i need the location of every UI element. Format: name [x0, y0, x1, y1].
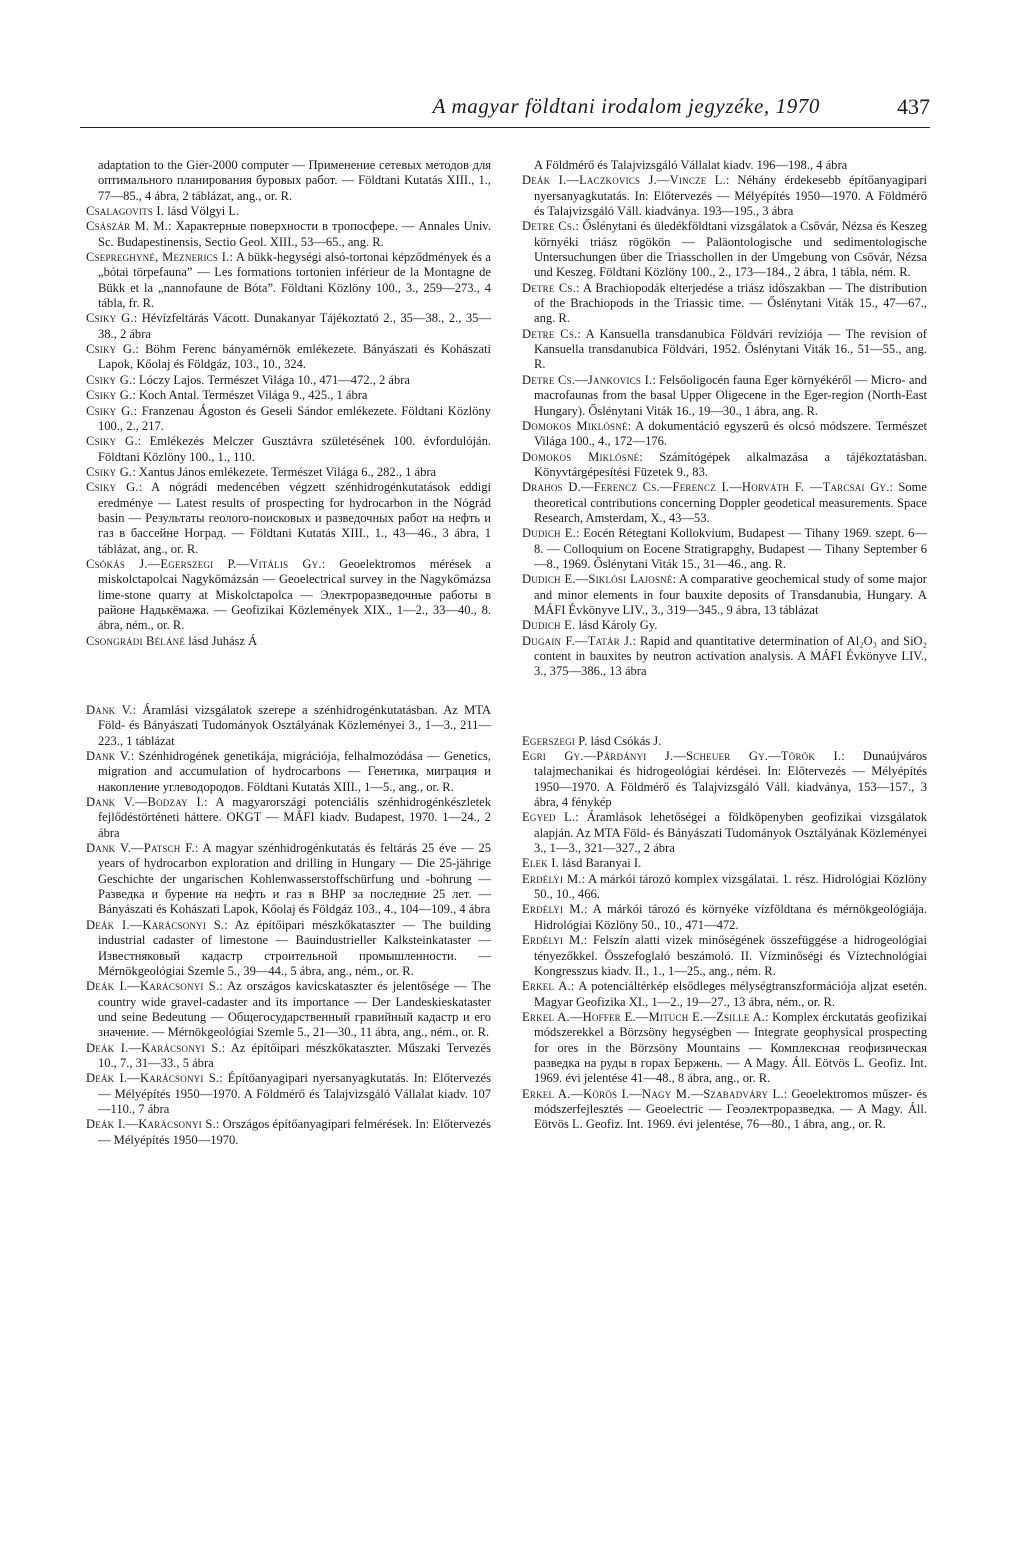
- bibliography-entry: [522, 734, 927, 749]
- bibliography-entry: [522, 158, 927, 173]
- entry-author: Deák I.—Karácsonyi S.: [86, 979, 220, 994]
- bibliography-entry: [522, 327, 927, 373]
- entry-author: Csiky G.: [86, 403, 134, 418]
- bibliography-entry: [86, 979, 491, 1040]
- bibliography-entry: [86, 342, 491, 373]
- entry-author: Erkel A.—Körös I.—Nagy M.—Szabadváry L.: [522, 1086, 784, 1101]
- entry-text: : A bükk-hegységi alsó-tortonai képződmények és a „bótai törpefauna” — Les formations tortonien inférieur de la Montagne de Bükk et la „nannofaune de Bóta”. Földtani Közlöny 100., 3., 259—273., 4 tábla, fr. R.: [98, 250, 491, 311]
- bibliography-entry: [522, 526, 927, 572]
- bibliography-entry: [522, 1010, 927, 1087]
- entry-author: Csiky G.: [86, 388, 133, 403]
- entry-text: : A nógrádi medencében végzett szénhidrogénkutatások eddigi eredménye — Latest results of prospecting for hydrocarbon in the Nógrád basin — Результаты геолого-поисковых и разведочных работ на нефть и газ в бассейне Ноград. — Földtani Kutatás XIII., 1., 43—46., 3 ábra, 1 táblázat, ang., or. R.: [98, 480, 491, 556]
- entry-text: adaptation to the Gier-2000 computer — Применение сетевых методов для оптимального планирования буровых работ. — Földtani Kutatás XIII., 1., 77—85., 4 ábra, 2 táblázat, ang., or. R.: [98, 158, 491, 203]
- page-number: 437: [897, 94, 930, 119]
- running-title: A magyar földtani irodalom jegyzéke, 1970: [432, 94, 820, 118]
- bibliography-entry: [86, 1041, 491, 1072]
- entry-author: Erdélyi M.: [522, 933, 584, 948]
- entry-author: Detre Cs.: [522, 280, 576, 295]
- entry-text: : A márkói tározó és környéke vízföldtana és mérnökgeológiája. Hidrológiai Közlöny 50., 10., 471—472.: [534, 902, 928, 932]
- entry-text: : Hévízfeltárás Vácott. Dunakanyar Tájékoztató 2., 35—38., 2., 35—38., 2 ábra: [98, 311, 492, 341]
- entry-text: : Rapid and quantitative determination of Al₂O₃ and SiO₂ content in bauxites by neutron activation analysis. A MÁFI Évkönyve LIV., 3., 375—386., 13 ábra: [534, 633, 927, 679]
- entry-author: Csiky G.: [86, 480, 139, 495]
- left-column: [86, 158, 491, 1148]
- bibliography-entry: [522, 173, 927, 219]
- entry-author: Csepreghyné, Meznerics I.: [86, 250, 230, 265]
- bibliography-entry: [522, 1087, 927, 1133]
- entry-author: Dudich E.—Siklósi Lajosné: [522, 572, 673, 587]
- bibliography-entry: [522, 979, 927, 1010]
- entry-author: Csalagovits I.: [86, 204, 165, 219]
- bibliography-entry: [522, 856, 927, 871]
- entry-text: : Lóczy Lajos. Természet Világa 10., 471—472., 2 ábra: [132, 372, 411, 387]
- entry-author: Csiky G.: [86, 311, 134, 326]
- bibliography-entry: [86, 404, 491, 435]
- entry-text: : Some theoretical contributions concerning Doppler geodetical measurements. Space Research, Amsterdam, X., 43—53.: [534, 480, 927, 525]
- entry-text: lásd Juhász Á: [185, 633, 258, 648]
- bibliography-entry: [86, 1117, 491, 1148]
- entry-author: Deák I.—Laczkovics J.—Vincze L.: [522, 173, 726, 188]
- entry-text: : Eocén Rétegtani Kollokvium, Budapest — Tihany 1969. szept. 6—8. — Colloquium on Eocene Stratigrapghy, Budapest — Tihany September 6—8., 1969. Őslénytani Viták 15., 31—46., ang. R.: [534, 526, 927, 571]
- entry-author: Dank V.—Bodzay I.: [86, 795, 205, 810]
- bibliography-entry: [86, 158, 491, 204]
- entry-author: Detre Cs.: [522, 219, 576, 234]
- entry-author: Erkel A.—Hoffer E.—Mituch E.—Zsille A.: [522, 1009, 766, 1024]
- entry-text: : Az országos kavicskataszter és jelentősége — The country wide gravel-cadaster and its importance — Der Landeskieskataster und seine Bedeutung — Общегосударственный гравийный кадастр и его значение. — Mérnökgeológiai Szemle 5., 21—30., 11 ábra, ang., ném., or. R.: [98, 979, 491, 1040]
- entry-text: : Számítógépek alkalmazása a tájékoztatásban. Könyvtárgépesítési Füzetek 9., 83.: [534, 449, 927, 479]
- entry-author: Csiky G.: [86, 372, 133, 387]
- bibliography-entry: [86, 250, 491, 311]
- bibliography-entry: [522, 634, 927, 680]
- entry-text: : Dunaújváros talajmechanikai és hidrogeológiai kérdései. In: Előtervezés — Mélyépítés 1950—1970. A Földmérő és Talajvizsgáló Váll. kiadványa, 153—157., 3 ábra, 4 fénykép: [534, 749, 927, 810]
- entry-author: Detre Cs.: [522, 326, 578, 341]
- entry-author: Detre Cs.—Jankovics I.: [522, 372, 653, 387]
- entry-text: : Felszín alatti vizek minőségének összefüggése a hidrogeológiai tényezőkkel. Összefoglaló beszámoló. II. Vízminőségi és Víztechnológiai Kongresszus kiadv. II., 1., 1—25., ang., ném. R.: [534, 933, 927, 978]
- bibliography-entry: [86, 634, 491, 649]
- bibliography-entry: [522, 281, 927, 327]
- bibliography-entry: [86, 841, 491, 918]
- bibliography-entry: [86, 703, 491, 749]
- bibliography-entry: [86, 918, 491, 979]
- bibliography-entry: [522, 572, 927, 618]
- entry-author: Domokos Miklósné: [522, 449, 640, 464]
- bibliography-entry: [86, 795, 491, 841]
- entry-author: Csiky G.: [86, 434, 138, 449]
- entry-author: Deák I.—Karácsonyi S.: [86, 1071, 220, 1086]
- entry-text: lásd Völgyi L.: [164, 204, 240, 219]
- entry-text: : A Brachiopodák elterjedése a triász időszakban — The distribution of the Brachiopods in the Triassic time. — Őslénytani Viták 15., 47—67., ang. R.: [534, 280, 927, 326]
- entry-author: Dank V.: [86, 749, 131, 764]
- entry-text: : Böhm Ferenc bányamérnök emlékezete. Bányászati és Kohászati Lapok, Kőolaj és Földgáz, 103., 10., 324.: [98, 342, 491, 372]
- bibliography-entry: [86, 373, 491, 388]
- entry-author: Dugain F.—Tatár J.: [522, 633, 633, 648]
- entry-author: Dank V.: [86, 703, 133, 717]
- entry-author: Erdélyi M.: [522, 871, 582, 886]
- entry-author: Deák I.—Karácsonyi S.: [86, 1040, 222, 1055]
- entry-author: Csiky G.: [86, 464, 133, 479]
- right-column: [522, 158, 927, 1133]
- entry-text: : Őslénytani és üledékföldtani vizsgálatok a Csővár, Nézsa és Keszeg környéki triász rögökön — Paläontologische und sedimentologische Untersuchungen über die Triasschollen in der Umgebung von Csővár, Nézsa und Keszeg. Földtani Közlöny 100., 2., 173—184., 2 ábra, 1 tábla, ném. R.: [534, 219, 927, 280]
- entry-text: : Szénhidrogének genetikája, migrációja, felhalmozódása — Genetics, migration and accumulation of hydrocarbons — Генетика, миграция и накопление углеводородов. Földtani Kutatás XIII., 1—5., ang., or. R.: [98, 749, 491, 794]
- entry-author: Császár M. M.: [86, 219, 169, 234]
- entry-text: : Franzenau Ágoston és Geseli Sándor emlékezete. Földtani Közlöny 100., 2., 217.: [98, 403, 491, 433]
- entry-author: Dudich E.: [522, 526, 576, 541]
- bibliography-entry: [522, 219, 927, 280]
- entry-text: : Xantus János emlékezete. Természet Világa 6., 282., 1 ábra: [132, 464, 437, 479]
- entry-text: : A magyar szénhidrogénkutatás és feltárás 25 éve — 25 years of hydrocarbon exploration and drilling in Hungary — Die 25-jährige Geschichte der ungarischen Kohlenwasserstoffschürfung und -bohrung — Разведка и бурение на нефть и газ в ВНР за последние 25 лет. — Bányászati és Kohászati Lapok, Kőolaj és Földgáz 103., 4., 104—109., 4 ábra: [98, 841, 491, 917]
- bibliography-entry: [86, 311, 491, 342]
- entry-text: : Felsőoligocén fauna Eger környékéről — Micro- and macrofaunas from the basal Upper Oligecene in the Eger-region (North-East Hungary). Őslénytani Viták 16., 19—30., 1 ábra, ang. R.: [534, 372, 927, 418]
- entry-author: Dudich E.: [522, 618, 576, 633]
- entry-author: Elek I.: [522, 856, 560, 871]
- bibliography-entry: [522, 419, 927, 450]
- entry-text: : Országos építőanyagipari felmérések. In: Előtervezés — Mélyépítés 1950—1970.: [98, 1117, 492, 1147]
- entry-text: : Geoelektromos műszer- és módszerfejlesztés — Geoelectric — Геоэлектроразведка. — A Magy. Áll. Eötvös L. Geofiz. Int. 1969. évi jelentése, 76—80., 1 ábra, ang., or. R.: [534, 1086, 927, 1132]
- entry-text: : A Kansuella transdanubica Földvári revíziója — The revision of Kansuella transdanubica Földvári, 1952. Őslénytani Viták 16., 51—55., ang. R.: [534, 326, 927, 372]
- bibliography-entry: [86, 388, 491, 403]
- bibliography-entry: [86, 557, 491, 634]
- entry-text: : Komplex érckutatás geofizikai módszerekkel a Börzsöny hegységben — Integrate geophysical prospecting for ores in the Börzsöny Mountains — Комплексная геофизическая разведка на руды в горах Бержень. — A Magy. Áll. Eötvös L. Geofiz. Int. 1969. évi jelentése 41—48., 8 ábra, ang., or. R.: [534, 1009, 927, 1086]
- entry-text: : Néhány érdekesebb építőanyagipari nyersanyagkutatás. In: Előtervezés — Mélyépítés 1950—1970. A Földmérő és Talajvizsgáló Váll. kiadványa. 193—195., 3 ábra: [534, 173, 928, 219]
- entry-text: : Az építőipari mészkőkataszter — The building industrial cadaster of limestone — Bauindustrieller Kalksteinkataster — Известняковый кадастр строительной промышленности. — Mérnökgeológiai Szemle 5., 39—44., 5 ábra, ang., ném., or. R.: [98, 917, 492, 978]
- bibliography-entry: [522, 872, 927, 903]
- bibliography-entry: [522, 810, 927, 856]
- entry-text: : A magyarországi potenciális szénhidrogénkészletek fejlődéstörténeti háttere. OKGT — MÁFI kiadv. Budapest, 1970. 1—24., 2 ábra: [98, 795, 491, 840]
- entry-text: : A dokumentáció egyszerű és olcsó módszere. Természet Világa 100., 4., 172—176.: [534, 418, 927, 449]
- entry-author: Csókás J.—Egerszegi P.—Vitális Gy.: [86, 556, 322, 571]
- entry-author: Deák I.—Karácsonyi S.: [86, 917, 225, 932]
- bibliography-entry: [86, 219, 491, 250]
- entry-text: A Földmérő és Talajvizsgáló Vállalat kiadv. 196—198., 4 ábra: [534, 158, 848, 172]
- entry-author: Egyed L.: [522, 810, 576, 825]
- bibliography-entry: [86, 465, 491, 480]
- bibliography-entry: [86, 1071, 491, 1117]
- entry-text: : Építőanyagipari nyersanyagkutatás. In: Előtervezés — Mélyépítés 1950—1970. A Földmérő és Talajvizsgáló Vállalat kiadv. 107—110., 7 ábra: [98, 1071, 492, 1116]
- bibliography-entry: [522, 480, 927, 526]
- entry-text: : Geoelektromos mérések a miskolctapolcai Nagykőmázsán — Geoelectrical survey in the Nagykőmázsa lime-stone quarry at Miskolctapolca — Электроразведочные работы в районе Надькёмажа. — Geofizikai Közlemények XIX., 1—2., 33—40., 8. ábra, ném., or. R.: [98, 556, 492, 633]
- entry-text: : Характерные поверхности в тропосфере. — Annales Univ. Sc. Budapestinensis, Sectio Geol. XIII., 53—65., ang. R.: [98, 219, 491, 249]
- entry-author: Drahos D.—Ferencz Cs.—Ferencz I.—Horváth F. —Tarcsai Gy.: [522, 480, 890, 495]
- bibliography-entry: [86, 434, 491, 465]
- entry-author: Erdélyi M.: [522, 902, 584, 917]
- bibliography-entry: [522, 450, 927, 481]
- entry-text: : A potenciáltérkép elsődleges mélységtranszformációja aljzat esetén. Magyar Geofizika XI., 1—2., 19—27., 13 ábra, ném., or. R.: [534, 979, 928, 1009]
- entry-text: : Koch Antal. Természet Világa 9., 425., 1 ábra: [132, 388, 368, 403]
- entry-text: : Az építőipari mészkőkataszter. Műszaki Tervezés 10., 7., 31—33., 5 ábra: [98, 1040, 491, 1070]
- entry-author: Domokos Miklósné: [522, 418, 628, 433]
- entry-text: : Áramlási vizsgálatok szerepe a szénhidrogénkutatásban. Az MTA Föld- és Bányászati Tudományok Osztályának Közleményei 3., 1—3., 211—223., 1 táblázat: [98, 703, 491, 748]
- entry-author: Deák I.—Karácsonyi S.: [86, 1117, 216, 1132]
- bibliography-entry: [522, 902, 927, 933]
- bibliography-entry: [86, 204, 491, 219]
- entry-author: Csiky G.: [86, 342, 136, 357]
- bibliography-entry: [86, 749, 491, 795]
- entry-author: Egerszegi P.: [522, 733, 588, 748]
- bibliography-entry: [522, 749, 927, 810]
- page-header: [80, 90, 930, 130]
- entry-text: : Áramlások lehetőségei a földköpenyben geofizikai vizsgálatok alapján. Az MTA Föld- és Bányászati Tudományok Osztályának Közleményei 3., 1—3., 321—327., 2 ábra: [534, 810, 927, 856]
- entry-text: lásd Csókás J.: [587, 733, 662, 748]
- header-rule: [80, 127, 930, 128]
- entry-author: Dank V.—Patsch F.: [86, 841, 195, 856]
- entry-author: Csongrádi Béláné: [86, 633, 186, 648]
- entry-text: : A márkói tározó komplex vizsgálatai. 1. rész. Hidrológiai Közlöny 50., 10., 466.: [534, 871, 928, 902]
- bibliography-entry: [522, 373, 927, 419]
- entry-author: Egri Gy.—Párdányi J.—Scheuer Gy.—Török I.: [522, 749, 842, 764]
- entry-text: lásd Károly Gy.: [575, 618, 658, 633]
- entry-text: : A comparative geochemical study of some major and minor elements in four bauxite deposits of Transdanubia, Hungary. A MÁFI Évkönyve LIV., 3., 319—345., 9 ábra, 13 táblázat: [534, 572, 927, 617]
- entry-author: Erkel A.: [522, 979, 571, 994]
- bibliography-entry: [522, 618, 927, 633]
- entry-text: lásd Baranyai I.: [559, 856, 642, 871]
- entry-text: : Emlékezés Melczer Gusztávra születésének 100. évfordulóján. Földtani Közlöny 100., 1., 110.: [98, 434, 491, 464]
- bibliography-entry: [522, 933, 927, 979]
- bibliography-entry: [86, 480, 491, 557]
